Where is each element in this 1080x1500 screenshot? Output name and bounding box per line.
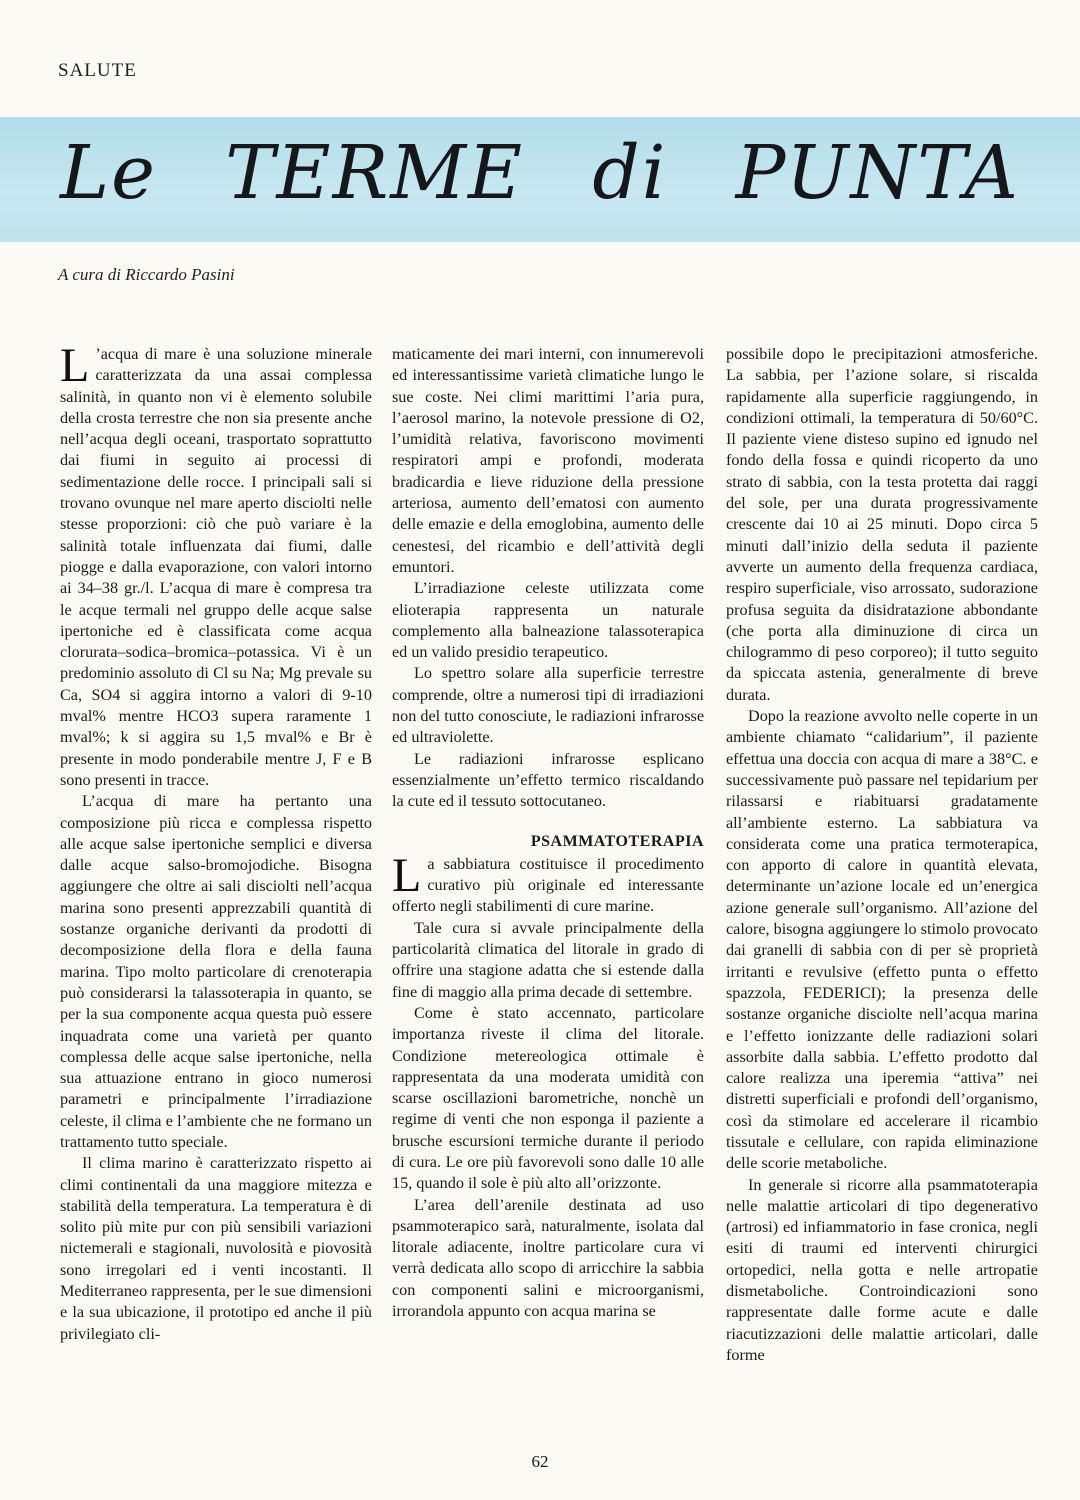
section-heading: PSAMMATOTERAPIA	[530, 832, 704, 850]
paragraph: In generale si ricorre alla psammatoterapia nelle malattie articolari di tipo degenerativo (artrosi) ed infiammatorio in fase cronica, negli esiti di traumi ed interventi chirurgici ortopedici, nella gotta e nelle artropatie dismetaboliche. Controindicazioni sono rappresentate dalle forme acute e dalle riacutizzazioni delle malattie articolari, dalle forme	[726, 1175, 1038, 1364]
article-column-3	[726, 344, 1038, 1366]
paragraph: Come è stato accennato, particolare importanza riveste il clima del litorale. Condizione metereologica ottimale è rappresentata da una moderata umidità con scarse oscillazioni barometriche, nonchè un regime di venti che non esponga il paziente a brusche escursioni termiche durante il periodo di cura. Le ore più favorevoli sono dalle 10 alle 15, quando il sole è più alto all’orizzonte.	[392, 1003, 704, 1193]
drop-cap: L	[60, 339, 90, 392]
paragraph: Il clima marino è caratterizzato rispetto ai climi continentali da una maggiore mitezza e stabilità della temperatura. La temperatura è di solito più mite pur con più sensibili variazioni nictemerali e stagionali, nuvolosità e piovosità sono irregolari ed i venti incostanti. Il Mediterraneo rappresenta, per le sue dimensioni e la sua ubicazione, il prototipo ed anche il più privilegiato cli-	[60, 1154, 372, 1343]
article-column-1	[60, 339, 372, 1345]
paragraph: maticamente dei mari interni, con innumerevoli ed interessantissime varietà climatiche lungo le sue coste. Nei climi marittimi l’aria pura, l’aerosol marino, la notevole pressione di O2, l’umidità relativa, favoriscono movimenti respiratori ampi e profondi, moderata bradicardia e lieve riduzione della pressione arteriosa, aumento dell’ematosi con aumento delle emazie e della emoglobina, aumento delle cenestesi, del ricambio e dell’attività degli emuntori.	[392, 345, 704, 576]
drop-cap: L	[392, 848, 422, 902]
paragraph	[60, 339, 372, 791]
title-word-4: PUNTA	[735, 130, 1020, 216]
title-word-3: di	[592, 130, 668, 216]
paragraph: L’area dell’arenile destinata ad uso psammoterapico sarà, naturalmente, isolata dal litorale adiacente, inoltre particolare cura vi verrà dedicata allo scopo di arricchire la sabbia con componenti salini e microorganismi, irrorandola appunto con acqua marina se	[392, 1195, 704, 1321]
paragraph-text: ’acqua di mare è una soluzione minerale caratterizzata da una assai complessa salinità, in quanto non vi è elemento solubile della crosta terrestre che non sia presente anche nell’acqua degli oceani, trasportato soprattutto dai fiumi in seguito ai processi di sedimentazione delle rocce. I principali sali si trovano ovunque nel mare aperto disciolti nelle stesse proporzioni: ciò che può variare è la salinità totale influenzata dai fiumi, dalle piogge e dalla evaporazione, con valori intorno ai 34–38 gr./l. L’acqua di mare è compresa tra le acque termali nel gruppo delle acque salse ipertoniche ed è classificata come acqua clorurata–sodica–bromica–potassica. Vi è un predominio assoluto di Cl su Na; Mg prevale su Ca, SO4 si aggira intorno a valori di 9-10 mval% mentre HCO3 supera raramente 1 mval%; k si aggira su 1,5 mval% e Br è presente in modo ponderabile mentre J, F e B sono presenti in tracce.	[60, 345, 372, 789]
paragraph: L’irradiazione celeste utilizzata come elioterapia rappresenta un naturale complemento alla balneazione talassoterapica ed un valido presidio terapeutico.	[392, 579, 704, 662]
paragraph-text: a sabbiatura costituisce il procedimento curativo più originale ed interessante offerto negli stabilimenti di cure marine.	[392, 854, 704, 916]
paragraph: Dopo la reazione avvolto nelle coperte in un ambiente chiamato “calidarium”, il paziente effettua una doccia con acqua di mare a 38°C. e successivamente può passare nel tepidarium per rilassarsi e riabituarsi gradatamente all’ambiente esterno. La sabbiatura va considerata come una pratica termoterapica, con apporto di calore in quantità elevata, determinante un’azione locale ed un’energica azione generale sull’organismo. All’azione del calore, bisogna aggiungere lo stimolo provocato dai granelli di sabbia con di per sè proprietà irritanti e revulsive (effetto punta o effetto spazzola, FEDERICI); la presenza delle sostanze organiche disciolte nell’acqua marina e l’effetto ionizzante delle radiazioni solari assorbite dalla sabbia. L’effetto prodotto dal calore realizza una iperemia “attiva” nei distretti superficiali e profondi dell’organismo, così da stimolare ed accelerare il ricambio tissutale e cellulare, con rapida eliminazione delle scorie metaboliche.	[726, 707, 1038, 1173]
paragraph: Lo spettro solare alla superficie terrestre comprende, oltre a numerosi tipi di irradiazioni non del tutto conosciute, le radiazioni infrarosse ed ultraviolette.	[392, 664, 704, 747]
paragraph: Tale cura si avvale principalmente della particolarità climatica del litorale in grado di offrire una stagione adatta che si estende dalla fine di maggio alla prima decade di settembre.	[392, 918, 704, 1001]
article-column-2	[392, 344, 704, 1322]
page-number: 62	[531, 1452, 549, 1471]
byline: A cura di Riccardo Pasini	[58, 265, 235, 284]
section-label: SALUTE	[58, 60, 137, 81]
paragraph: possibile dopo le precipitazioni atmosferiche. La sabbia, per l’azione solare, si riscalda rapidamente alla superficie raggiungendo, in condizioni ottimali, la temperatura di 50/60°C. Il paziente viene disteso supino ed ignudo nel fondo della fossa e quindi ricoperto da uno strato di sabbia, con la testa protetta dai raggi del sole, per una durata progressivamente crescente dai 10 ai 25 minuti. Dopo circa 5 minuti dall’inizio della seduta il paziente avverte un aumento della frequenza cardiaca, respiro superficiale, viso arrossato, sudorazione profusa seguita da disidratazione abbondante (che porta alla diminuzione di circa un chilogrammo di peso corporeo); il tutto seguito da spiccata astenia, generalmente di breve durata.	[726, 345, 1038, 704]
paragraph	[392, 848, 704, 918]
title-word-2: TERME	[225, 130, 525, 216]
paragraph: Le radiazioni infrarosse esplicano essenzialmente un’effetto termico riscaldando la cute ed il tessuto sottocutaneo.	[392, 749, 704, 811]
title-word-1: Le	[60, 130, 157, 216]
article-title	[60, 130, 1020, 216]
paragraph: L’acqua di mare ha pertanto una composizione più ricca e complessa rispetto alle acque salse ipertoniche semplici e diversa dalle acque salso-bromojodiche. Bisogna aggiungere che oltre ai sali disciolti nell’acqua marina sono presenti apprezzabili quantità di sostanze organiche derivanti da prodotti di decomposizione della flora e della fauna marina. Tipo molto particolare di crenoterapia può considerarsi la talassoterapia in quanto, se per la sua componente acqua questa può essere inquadrata come una varietà per quanto complessa delle acque salse ipertoniche, nella sua attuazione entrano in gioco numerosi parametri e principalmente l’irradiazione celeste, il clima e l’ambiente che ne formano un trattamento tutto speciale.	[60, 792, 372, 1151]
